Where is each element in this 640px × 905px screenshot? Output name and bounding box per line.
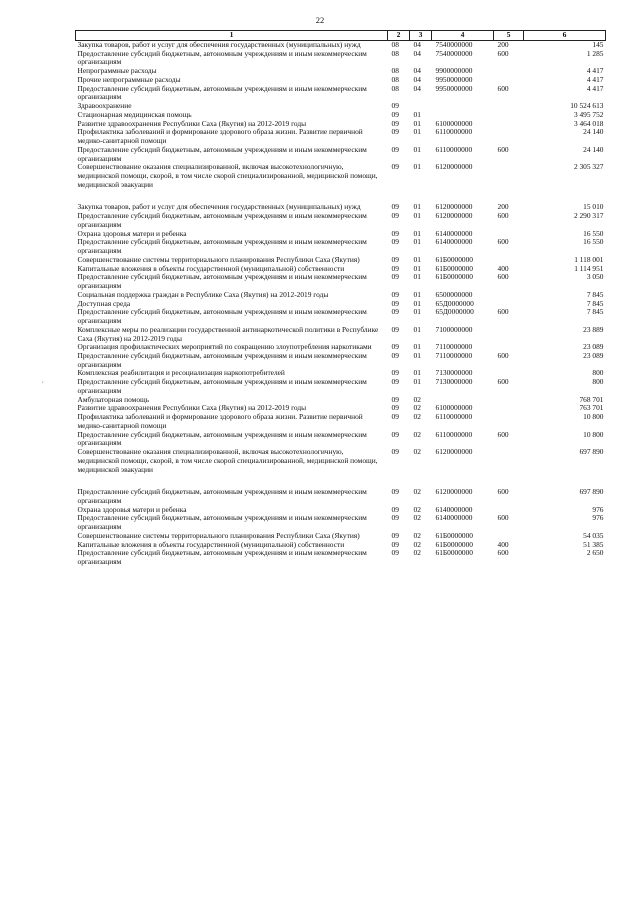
row-target-article-cell: 9950000000 — [435, 74, 473, 84]
row-name-cell: Стационарная медицинская помощь — [77, 109, 192, 119]
row-section-cell: 09 — [391, 530, 399, 540]
row-amount-cell: 2 290 317 — [573, 211, 604, 221]
row-target-article-cell: 6110000000 — [435, 412, 473, 422]
row-subsection-cell: 01 — [413, 109, 421, 119]
row-section-cell: 08 — [391, 83, 399, 93]
row-amount-cell: 54 035 — [583, 530, 604, 540]
row-section-cell: 08 — [391, 74, 399, 84]
row-section-cell: 09 — [391, 412, 399, 422]
row-section-cell: 09 — [391, 228, 399, 238]
row-target-article-cell: 61Б0000000 — [435, 263, 474, 273]
row-amount-cell: 4 417 — [586, 83, 604, 93]
row-subsection-cell: 01 — [413, 118, 421, 128]
row-name-cell: Здравоохранение — [77, 101, 132, 111]
table-row — [76, 85, 606, 102]
row-expense-type-cell — [494, 404, 524, 413]
row-expense-type-cell — [494, 120, 524, 129]
row-subsection-cell: 01 — [413, 377, 421, 387]
row-name-cell: Предоставление субсидий бюджетным, автономным учреждениям и иным некоммерческим организациям — [77, 377, 367, 395]
row-section-cell: 09 — [391, 504, 399, 514]
row-section-cell: 09 — [391, 403, 399, 413]
table-row — [76, 431, 606, 448]
header-col-2: 2 — [388, 31, 410, 41]
budget-table-wrapper — [75, 30, 605, 567]
row-target-article-cell: 6100000000 — [435, 118, 473, 128]
row-amount-cell: 10 800 — [583, 429, 604, 439]
row-subsection-cell: 04 — [413, 66, 421, 76]
row-subsection-cell: 02 — [413, 412, 421, 422]
table-row — [76, 273, 606, 290]
row-subsection-cell: 01 — [413, 237, 421, 247]
row-section-cell: 09 — [391, 513, 399, 523]
row-target-article-cell: 61Б0000000 — [435, 548, 474, 558]
table-row — [76, 308, 606, 325]
row-expense-type-cell: 600 — [497, 513, 509, 523]
row-name-cell: Совершенствование системы территориального планирования Республики Саха (Якутия) — [77, 530, 360, 540]
row-name-cell: Закупка товаров, работ и услуг для обеспечения государственных (муниципальных) нужд — [77, 40, 361, 49]
row-subsection-cell: 02 — [413, 513, 421, 523]
row-amount-cell: 2 650 — [586, 548, 604, 558]
row-section-cell: 09 — [391, 237, 399, 247]
row-name-cell: Предоставление субсидий бюджетным, автономным учреждениям и иным некоммерческим организациям — [77, 83, 367, 102]
row-expense-type-cell — [494, 128, 524, 145]
table-row — [76, 146, 606, 163]
header-col-4: 4 — [432, 31, 494, 41]
row-subsection-cell: 01 — [413, 228, 421, 238]
row-expense-type-cell — [494, 163, 524, 189]
row-amount-cell: 800 — [592, 377, 604, 387]
row-subsection-cell: 02 — [413, 530, 421, 540]
row-expense-type-cell: 600 — [497, 548, 509, 558]
row-section-cell: 09 — [391, 109, 399, 119]
row-amount-cell: 763 701 — [579, 403, 604, 413]
row-amount-cell: 10 524 613 — [570, 101, 604, 111]
row-section-cell: 09 — [391, 289, 399, 299]
row-spacer-cell — [76, 189, 606, 203]
row-name-cell: Непрограммные расходы — [77, 66, 157, 76]
row-name-cell: Капитальные вложения в объекты государственной (муниципальной) собственности — [77, 263, 345, 273]
row-amount-cell: 15 010 — [583, 202, 604, 212]
row-name-cell: Закупка товаров, работ и услуг для обеспечения государственных (муниципальных) нужд — [77, 202, 361, 212]
row-target-article-cell: 6100000000 — [435, 403, 473, 413]
row-target-article-cell: 6120000000 — [435, 211, 473, 221]
row-expense-type-cell: 600 — [497, 48, 509, 58]
table-row — [76, 549, 606, 566]
row-target-article-cell: 6120000000 — [435, 447, 473, 457]
row-expense-type-cell — [494, 111, 524, 120]
row-subsection-cell: 04 — [413, 48, 421, 58]
row-target-article-cell: 6120000000 — [435, 202, 473, 212]
row-amount-cell: 976 — [592, 504, 604, 514]
row-subsection-cell: 01 — [413, 350, 421, 360]
row-subsection-cell: 01 — [413, 272, 421, 282]
row-target-article-cell: 7540000000 — [435, 48, 473, 58]
row-name-cell: Предоставление субсидий бюджетным, автономным учреждениям и иным некоммерческим организациям — [77, 513, 367, 532]
row-amount-cell: 23 889 — [583, 324, 604, 334]
row-subsection-cell: 01 — [413, 289, 421, 299]
row-amount-cell: 7 845 — [586, 289, 604, 299]
table-row — [76, 378, 606, 395]
row-subsection-cell: 02 — [413, 403, 421, 413]
table-row — [76, 238, 606, 255]
row-amount-cell: 4 417 — [586, 74, 604, 84]
row-amount-cell: 23 089 — [583, 350, 604, 360]
table-row — [76, 326, 606, 343]
row-section-cell: 09 — [391, 202, 399, 212]
row-section-cell: 08 — [391, 40, 399, 49]
row-expense-type-cell: 600 — [497, 237, 509, 247]
row-section-cell: 09 — [391, 487, 399, 497]
row-target-article-cell: 9900000000 — [435, 66, 473, 76]
row-subsection-cell: 01 — [413, 144, 421, 154]
row-target-article-cell: 6140000000 — [435, 228, 473, 238]
row-target-article-cell: 6120000000 — [435, 487, 473, 497]
table-row — [76, 212, 606, 229]
row-expense-type-cell — [494, 413, 524, 430]
row-subsection-cell: 04 — [413, 40, 421, 49]
row-name-cell: Предоставление субсидий бюджетным, автономным учреждениям и иным некоммерческим организациям — [77, 487, 367, 505]
row-expense-type-cell: 200 — [497, 40, 509, 49]
row-section-cell: 09 — [391, 342, 399, 352]
row-target-article-cell: 61Б0000000 — [435, 254, 474, 264]
row-amount-cell: 10 800 — [583, 412, 604, 422]
row-target-article-cell: 7130000000 — [435, 377, 473, 387]
margin-mark: , — [42, 378, 44, 384]
row-section-cell: 08 — [391, 66, 399, 76]
row-name-cell: Предоставление субсидий бюджетным, автономным учреждениям и иным некоммерческим организациям — [77, 48, 367, 67]
table-row — [76, 291, 606, 300]
row-subsection-cell: 01 — [413, 307, 421, 317]
row-name-cell: Профилактика заболеваний и формирование здорового образа жизни. Развитие первичной медико-санитарной помощи — [77, 127, 363, 146]
row-amount-cell: 23 089 — [583, 342, 604, 352]
table-row — [76, 50, 606, 67]
row-spacer — [76, 189, 606, 203]
row-name-cell: Совершенствование системы территориального планирования Республики Саха (Якутия) — [77, 254, 360, 264]
table-row — [76, 352, 606, 369]
row-name-cell: Развитие здравоохранения Республики Саха (Якутия) на 2012-2019 годы — [77, 403, 307, 413]
row-subsection-cell: 02 — [413, 394, 421, 404]
budget-table — [75, 30, 606, 567]
header-col-5: 5 — [494, 31, 524, 41]
row-section-cell: 09 — [391, 548, 399, 558]
row-subsection-cell: 01 — [413, 162, 421, 172]
row-name-cell: Амбулаторная помощь — [77, 394, 150, 404]
row-section-cell: 08 — [391, 48, 399, 58]
row-amount-cell: 24 140 — [583, 127, 604, 137]
row-subsection-cell: 04 — [413, 74, 421, 84]
row-amount-cell: 3 495 752 — [573, 109, 604, 119]
row-amount-cell: 3 464 018 — [573, 118, 604, 128]
row-name-cell: Предоставление субсидий бюджетным, автономным учреждениям и иным некоммерческим организациям — [77, 272, 367, 291]
row-name-cell: Совершенствование оказания специализированной, включая высокотехнологичную, медицинской помощи, скорой, в том числе скорой специализированной, медицинской помощи, медицинской эвакуации — [77, 162, 378, 189]
row-expense-type-cell: 600 — [497, 377, 509, 387]
row-amount-cell: 7 845 — [586, 298, 604, 308]
row-name-cell: Предоставление субсидий бюджетным, автономным учреждениям и иным некоммерческим организациям — [77, 237, 367, 256]
row-subsection-cell: 01 — [413, 298, 421, 308]
header-col-1: 1 — [76, 31, 388, 41]
row-amount-cell: 697 890 — [579, 487, 604, 497]
row-amount-cell: 768 701 — [579, 394, 604, 404]
row-target-article-cell: 9950000000 — [435, 83, 473, 93]
row-section-cell: 09 — [391, 447, 399, 457]
row-amount-cell: 24 140 — [583, 144, 604, 154]
row-name-cell: Комплексные меры по реализации государственной антинаркотической политики в Республике Саха (Якутия) на 2012-2019 годы — [77, 324, 379, 343]
row-expense-type-cell: 600 — [497, 429, 509, 439]
row-amount-cell: 145 — [592, 40, 604, 49]
row-subsection-cell: 04 — [413, 83, 421, 93]
row-section-cell: 09 — [391, 144, 399, 154]
row-subsection-cell: 02 — [413, 487, 421, 497]
row-expense-type-cell — [494, 326, 524, 343]
row-target-article-cell: 6140000000 — [435, 504, 473, 514]
row-name-cell: Предоставление субсидий бюджетным, автономным учреждениям и иным некоммерческим организациям — [77, 429, 367, 448]
row-expense-type-cell: 600 — [497, 83, 509, 93]
row-subsection-cell: 01 — [413, 254, 421, 264]
row-expense-type-cell — [494, 291, 524, 300]
row-name-cell: Комплексная реабилитация и ресоциализация наркопотребителей — [77, 368, 285, 378]
row-subsection-cell: 01 — [413, 202, 421, 212]
row-amount-cell: 16 550 — [583, 237, 604, 247]
row-section-cell: 09 — [391, 162, 399, 172]
row-amount-cell: 1 118 001 — [574, 254, 604, 264]
table-row — [76, 413, 606, 430]
row-name-cell: Предоставление субсидий бюджетным, автономным учреждениям и иным некоммерческим организациям — [77, 307, 367, 326]
row-section-cell: 09 — [391, 101, 399, 111]
row-section-cell: 09 — [391, 368, 399, 378]
row-amount-cell: 1 114 951 — [574, 263, 604, 273]
row-name-cell: Капитальные вложения в объекты государственной (муниципальной) собственности — [77, 539, 345, 549]
row-name-cell: Прочие непрограммные расходы — [77, 74, 181, 84]
row-section-cell: 09 — [391, 429, 399, 439]
row-target-article-cell: 7110000000 — [435, 350, 473, 360]
row-section-cell: 09 — [391, 127, 399, 137]
header-col-3: 3 — [410, 31, 432, 41]
row-amount-cell: 16 550 — [583, 228, 604, 238]
row-target-article-cell: 6140000000 — [435, 513, 473, 523]
page-number: 22 — [315, 15, 325, 25]
table-row — [76, 163, 606, 189]
row-amount-cell: 2 305 327 — [573, 162, 604, 172]
row-section-cell: 09 — [391, 272, 399, 282]
header-row — [76, 31, 606, 41]
row-subsection-cell: 02 — [413, 447, 421, 457]
table-row — [76, 448, 606, 474]
row-expense-type-cell: 600 — [497, 272, 509, 282]
row-amount-cell: 51 385 — [583, 539, 604, 549]
row-subsection-cell: 01 — [413, 342, 421, 352]
row-expense-type-cell: 600 — [497, 211, 509, 221]
row-name-cell: Охрана здоровья матери и ребенка — [77, 228, 187, 238]
row-amount-cell: 4 417 — [586, 66, 604, 76]
row-expense-type-cell: 600 — [497, 487, 509, 497]
row-amount-cell: 800 — [592, 368, 604, 378]
row-amount-cell: 1 285 — [586, 48, 604, 58]
row-expense-type-cell: 400 — [497, 539, 509, 549]
row-expense-type-cell — [494, 396, 524, 405]
row-amount-cell: 697 890 — [579, 447, 604, 457]
row-name-cell: Организация профилактических мероприятий по сокращению злоупотребления наркотиками — [77, 342, 372, 352]
row-target-article-cell: 6110000000 — [435, 429, 473, 439]
row-target-article-cell: 61Б0000000 — [435, 530, 474, 540]
table-body — [76, 41, 606, 567]
row-section-cell: 09 — [391, 324, 399, 334]
row-amount-cell: 976 — [592, 513, 604, 523]
table-row — [76, 488, 606, 505]
row-expense-type-cell: 600 — [497, 144, 509, 154]
row-name-cell: Предоставление субсидий бюджетным, автономным учреждениям и иным некоммерческим организациям — [77, 548, 367, 567]
row-spacer — [76, 474, 606, 488]
row-name-cell: Развитие здравоохранения Республики Саха (Якутия) на 2012-2019 годы — [77, 118, 307, 128]
row-subsection-cell: 01 — [413, 127, 421, 137]
row-target-article-cell: 6140000000 — [435, 237, 473, 247]
row-section-cell: 09 — [391, 118, 399, 128]
row-expense-type-cell: 600 — [497, 307, 509, 317]
row-target-article-cell: 65Д0000000 — [435, 307, 474, 317]
row-target-article-cell: 6500000000 — [435, 289, 473, 299]
row-section-cell: 09 — [391, 263, 399, 273]
row-name-cell: Предоставление субсидий бюджетным, автономным учреждениям и иным некоммерческим организациям — [77, 144, 367, 163]
row-expense-type-cell: 200 — [497, 202, 509, 212]
row-section-cell: 09 — [391, 211, 399, 221]
row-target-article-cell: 6110000000 — [435, 144, 473, 154]
row-subsection-cell: 01 — [413, 368, 421, 378]
row-subsection-cell: 01 — [413, 324, 421, 334]
row-target-article-cell: 6120000000 — [435, 162, 473, 172]
table-header — [76, 31, 606, 41]
row-amount-cell: 7 845 — [586, 307, 604, 317]
table-row — [76, 128, 606, 145]
row-section-cell: 09 — [391, 539, 399, 549]
row-target-article-cell: 7100000000 — [435, 324, 473, 334]
row-section-cell: 09 — [391, 307, 399, 317]
row-name-cell: Профилактика заболеваний и формирование здорового образа жизни. Развитие первичной медико-санитарной помощи — [77, 412, 363, 430]
row-subsection-cell: 02 — [413, 539, 421, 549]
row-section-cell: 09 — [391, 350, 399, 360]
table-row — [76, 514, 606, 531]
row-expense-type-cell: 400 — [497, 263, 509, 273]
row-target-article-cell: 7130000000 — [435, 368, 473, 378]
row-spacer-cell — [76, 474, 606, 488]
row-expense-type-cell — [494, 102, 524, 111]
row-expense-type-cell — [494, 448, 524, 474]
row-subsection-cell: 02 — [413, 504, 421, 514]
row-target-article-cell: 65Д0000000 — [435, 298, 474, 308]
row-subsection-cell: 02 — [413, 548, 421, 558]
row-target-article-cell: 6110000000 — [435, 127, 473, 137]
row-subsection-cell: 01 — [413, 263, 421, 273]
row-target-article-cell: 7110000000 — [435, 342, 473, 352]
row-name-cell: Предоставление субсидий бюджетным, автономным учреждениям и иным некоммерческим организациям — [77, 350, 367, 369]
row-name-cell: Совершенствование оказания специализированной, включая высокотехнологичную, медицинской помощи, скорой, в том числе скорой специализированной, медицинской помощи, медицинской эвакуации — [77, 447, 378, 474]
row-name-cell: Предоставление субсидий бюджетным, автономным учреждениям и иным некоммерческим организациям — [77, 211, 367, 229]
row-name-cell: Социальная поддержка граждан в Республике Саха (Якутия) на 2012-2019 годы — [77, 289, 329, 299]
row-target-article-cell — [432, 102, 494, 111]
row-target-article-cell: 61Б0000000 — [435, 272, 474, 282]
row-section-cell: 09 — [391, 377, 399, 387]
header-col-6: 6 — [524, 31, 606, 41]
row-target-article-cell: 7540000000 — [435, 40, 473, 49]
row-section-cell: 09 — [391, 254, 399, 264]
row-name-cell: Доступная среда — [77, 298, 131, 308]
row-target-article-cell: 61Б0000000 — [435, 539, 474, 549]
row-amount-cell: 3 050 — [586, 272, 604, 282]
row-name-cell: Охрана здоровья матери и ребенка — [77, 504, 187, 514]
row-expense-type-cell — [494, 67, 524, 76]
row-section-cell: 09 — [391, 298, 399, 308]
row-subsection-cell: 01 — [413, 211, 421, 221]
row-expense-type-cell: 600 — [497, 350, 509, 360]
row-section-cell: 09 — [391, 394, 399, 404]
row-subsection-cell: 02 — [413, 429, 421, 439]
